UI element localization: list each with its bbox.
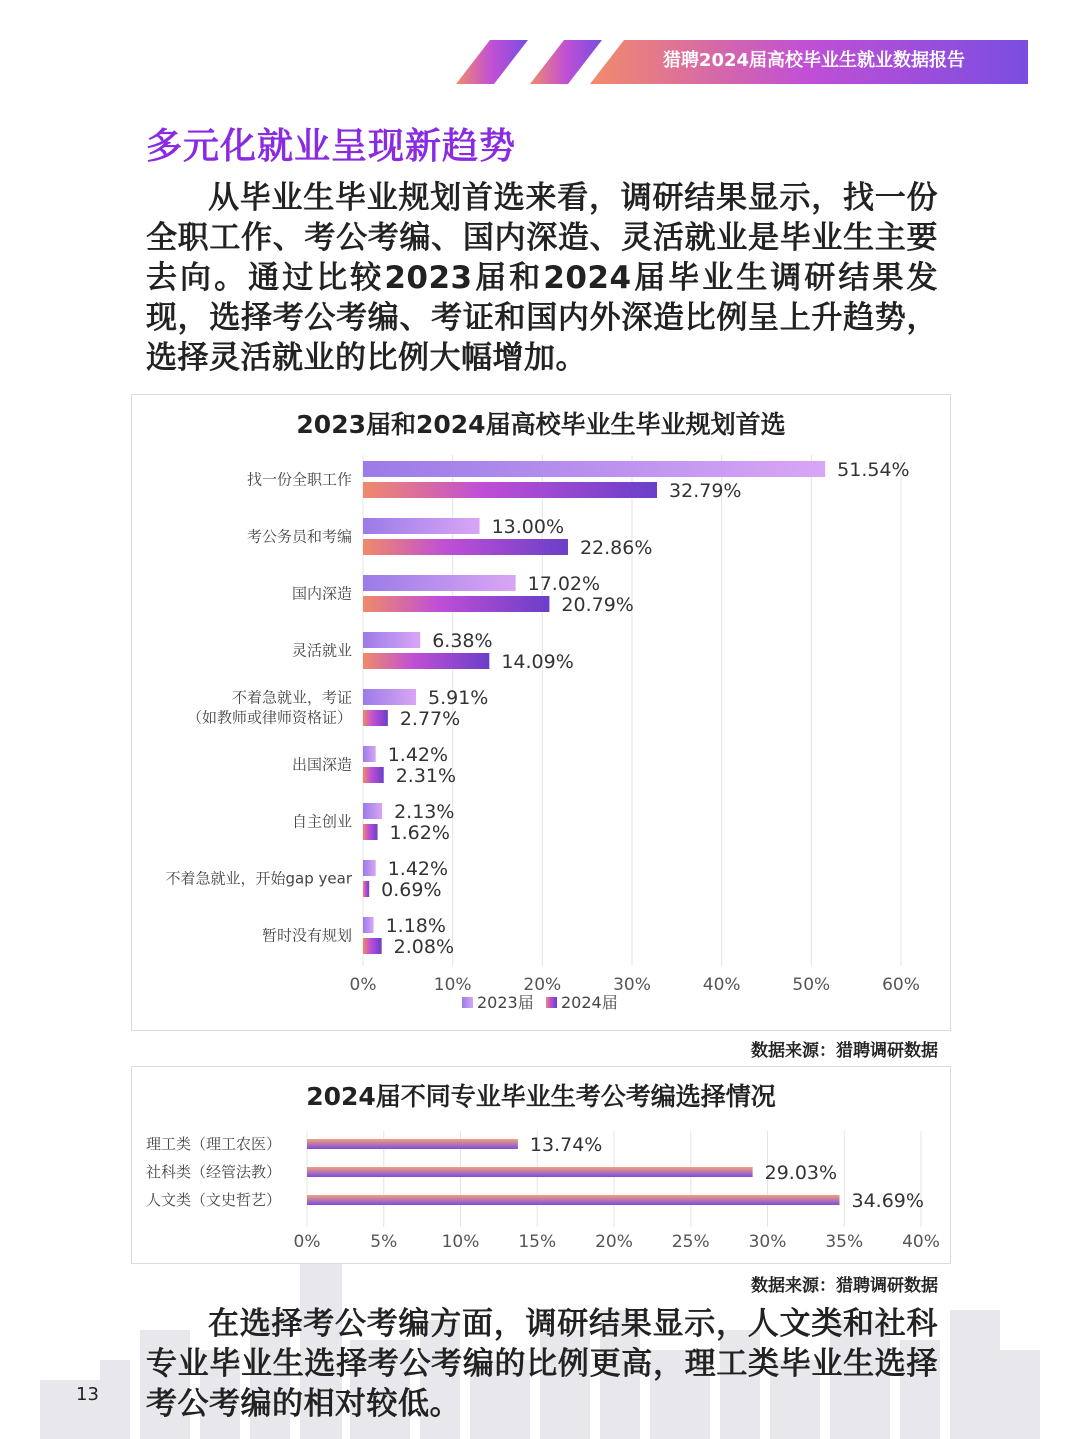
- bar-2024: [363, 653, 489, 669]
- data-label: 2.08%: [393, 936, 455, 958]
- bar-2024: [363, 824, 378, 840]
- legend-label-2024: 2024届: [561, 993, 618, 1012]
- x-tick-label: 30%: [748, 1232, 787, 1252]
- bar-2024: [363, 596, 549, 612]
- data-label: 1.42%: [387, 744, 449, 766]
- category-label: 自主创业: [291, 812, 352, 831]
- chart-panel-graduation-plans: [131, 394, 951, 1031]
- data-label: 13.74%: [529, 1134, 603, 1156]
- data-label: 0.69%: [381, 879, 442, 901]
- data-source-1: 数据来源：猎聘调研数据: [751, 1041, 938, 1061]
- bar-2024: [363, 710, 388, 726]
- x-tick-label: 5%: [370, 1232, 398, 1252]
- bar-2023: [363, 860, 376, 876]
- data-label: 2.31%: [395, 765, 457, 787]
- bar-2023: [363, 746, 376, 762]
- data-label: 1.42%: [387, 858, 449, 880]
- data-label: 6.38%: [432, 630, 493, 652]
- x-tick-label: 0%: [349, 975, 377, 995]
- bar-2024: [363, 767, 384, 783]
- chart-title: 2024届不同专业毕业生考公考编选择情况: [306, 1082, 776, 1111]
- legend-swatch-2024: [546, 997, 557, 1008]
- x-tick-label: 40%: [902, 1232, 940, 1252]
- bar-2023: [363, 632, 420, 648]
- data-label: 2.77%: [399, 708, 461, 730]
- chart-panel-civil-service-by-major: [131, 1066, 951, 1264]
- x-tick-label: 60%: [882, 975, 920, 995]
- data-label: 29.03%: [764, 1162, 838, 1184]
- x-tick-label: 35%: [825, 1232, 864, 1252]
- x-tick-label: 0%: [293, 1232, 321, 1252]
- bar-2024: [363, 482, 657, 498]
- data-label: 32.79%: [669, 480, 742, 502]
- bar-2024: [363, 938, 382, 954]
- data-label: 51.54%: [837, 459, 910, 481]
- x-tick-label: 10%: [433, 975, 472, 995]
- x-tick-label: 40%: [702, 975, 741, 995]
- data-label: 5.91%: [427, 687, 489, 709]
- category-label: 出国深造: [291, 755, 352, 774]
- legend-swatch-2023: [462, 997, 473, 1008]
- category-label: 不着急就业，开始gap year: [165, 869, 352, 888]
- section-title: 多元化就业呈现新趋势: [146, 126, 517, 167]
- data-label: 13.00%: [491, 516, 565, 538]
- intro-paragraph: 从毕业生毕业规划首选来看，调研结果显示，找一份全职工作、考公考编、国内深造、灵活就业是毕业生主要去向。通过比较2023届和2024届毕业生调研结果发现，选择考公考编、考证和国内外深造比例呈上升趋势，选择灵活就业的比例大幅增加。: [146, 180, 938, 376]
- data-label: 17.02%: [527, 573, 601, 595]
- bar: [307, 1167, 753, 1177]
- category-label: 国内深造: [291, 584, 352, 603]
- category-label: 人文类（文史哲艺）: [146, 1191, 282, 1209]
- category-label: 社科类（经管法教）: [146, 1163, 282, 1181]
- bar-2023: [363, 575, 516, 591]
- data-label: 20.79%: [561, 594, 634, 616]
- chart-graduation-plans: [132, 395, 952, 1032]
- bar-2023: [363, 689, 416, 705]
- category-label: 理工类（理工农医）: [146, 1135, 282, 1153]
- legend-label-2023: 2023届: [477, 993, 534, 1012]
- bar: [307, 1195, 839, 1205]
- bar-2023: [363, 518, 480, 534]
- category-label: 灵活就业: [291, 641, 352, 660]
- data-label: 1.18%: [385, 915, 446, 937]
- data-label: 2.13%: [394, 801, 455, 823]
- bar-2023: [363, 917, 374, 933]
- bar-2024: [363, 539, 568, 555]
- bar-2023: [363, 461, 825, 477]
- x-tick-label: 15%: [518, 1232, 557, 1252]
- x-tick-label: 25%: [671, 1232, 710, 1252]
- bar-2024: [363, 881, 369, 897]
- header-stripe-1: [456, 40, 528, 84]
- x-tick-label: 30%: [613, 975, 651, 995]
- data-label: 22.86%: [579, 537, 653, 559]
- report-title: 猎聘2024届高校毕业生就业数据报告: [662, 50, 966, 71]
- data-label: 14.09%: [501, 651, 574, 673]
- category-label: 不着急就业，考证（如教师或律师资格证）: [186, 688, 352, 727]
- chart-title: 2023届和2024届高校毕业生毕业规划首选: [296, 410, 786, 439]
- data-label: 1.62%: [389, 822, 450, 844]
- data-label: 34.69%: [851, 1190, 924, 1212]
- category-label: 考公务员和考编: [246, 527, 352, 546]
- bar-2023: [363, 803, 382, 819]
- bar: [307, 1139, 518, 1149]
- header-stripe-2: [530, 40, 602, 84]
- category-label: 暂时没有规划: [261, 926, 352, 945]
- chart-civil-service-by-major: [132, 1067, 952, 1265]
- x-tick-label: 10%: [441, 1232, 480, 1252]
- x-tick-label: 20%: [523, 975, 562, 995]
- x-tick-label: 20%: [595, 1232, 633, 1252]
- category-label: 找一份全职工作: [246, 470, 352, 489]
- x-tick-label: 50%: [792, 975, 831, 995]
- page-number: 13: [76, 1384, 99, 1405]
- data-source-2: 数据来源：猎聘调研数据: [751, 1276, 938, 1296]
- outro-paragraph: 在选择考公考编方面，调研结果显示，人文类和社科专业毕业生选择考公考编的比例更高，理工类毕业生选择考公考编的相对较低。: [146, 1306, 938, 1422]
